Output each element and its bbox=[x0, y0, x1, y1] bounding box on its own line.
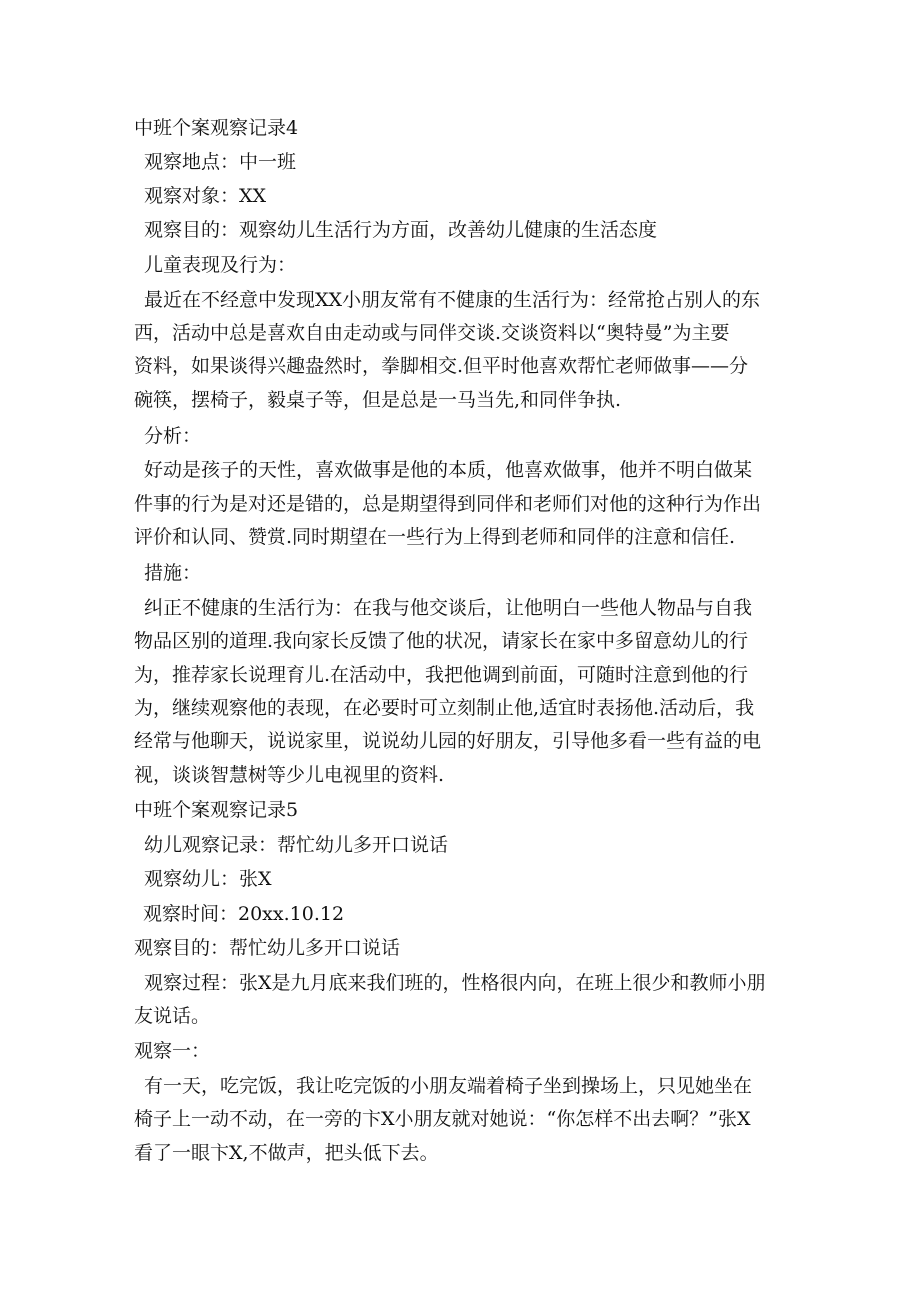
behavior-paragraph-line: 资料，如果谈得兴趣盎然时，拳脚相交.但平时他喜欢帮忙老师做事——分 bbox=[134, 355, 749, 377]
observation-place: 观察地点：中一班 bbox=[144, 151, 297, 173]
process-paragraph-line: 友说话。 bbox=[134, 1005, 211, 1027]
measures-paragraph-line: 为，继续观察他的表现，在必要时可立刻制止他,适宜时表扬他.活动后，我 bbox=[134, 697, 755, 719]
observation-one-line: 看了一眼卞X,不做声，把头低下去。 bbox=[134, 1142, 439, 1164]
behavior-paragraph-line: 最近在不经意中发现XX小朋友常有不健康的生活行为：经常抢占别人的东 bbox=[144, 289, 761, 311]
observation-one-line: 有一天，吃完饭，我让吃完饭的小朋友端着椅子坐到操场上，只见她坐在 bbox=[144, 1075, 753, 1097]
measures-paragraph-line: 为，推荐家长说理育儿.在活动中，我把他调到前面，可随时注意到他的行 bbox=[134, 664, 749, 686]
measures-label: 措施： bbox=[144, 562, 202, 584]
section-heading-5: 中班个案观察记录5 bbox=[134, 799, 299, 821]
observation-purpose-5: 观察目的：帮忙幼儿多开口说话 bbox=[134, 937, 401, 959]
section-heading-4: 中班个案观察记录4 bbox=[134, 117, 299, 139]
analysis-paragraph-line: 好动是孩子的天性，喜欢做事是他的本质，他喜欢做事，他并不明白做某 bbox=[144, 459, 753, 481]
analysis-label: 分析： bbox=[144, 425, 202, 447]
process-paragraph-line: 观察过程：张X是九月底来我们班的，性格很内向，在班上很少和教师小朋 bbox=[144, 972, 766, 994]
behavior-paragraph-line: 碗筷，摆椅子，毅桌子等，但是总是一马当先,和同伴争执. bbox=[134, 389, 622, 411]
observation-time: 观察时间：20xx.10.12 bbox=[143, 903, 345, 925]
measures-paragraph-line: 经常与他聊天，说说家里，说说幼儿园的好朋友，引导他多看一些有益的电 bbox=[134, 730, 762, 752]
analysis-paragraph-line: 评价和认同、赞赏.同时期望在一些行为上得到老师和同伴的注意和信任. bbox=[134, 526, 736, 548]
observation-one-label: 观察一： bbox=[134, 1040, 211, 1062]
measures-paragraph-line: 视，谈谈智慧树等少儿电视里的资料. bbox=[134, 764, 445, 786]
observation-subject: 观察对象：XX bbox=[144, 185, 267, 207]
measures-paragraph-line: 纠正不健康的生活行为：在我与他交谈后，让他明白一些他人物品与自我 bbox=[144, 597, 753, 619]
observation-child: 观察幼儿：张X bbox=[144, 868, 272, 890]
analysis-paragraph-line: 件事的行为是对还是错的，总是期望得到同伴和老师们对他的这种行为作出 bbox=[134, 493, 762, 515]
observation-one-line: 椅子上一动不动，在一旁的卞X小朋友就对她说：“你怎样不出去啊？”张X bbox=[134, 1108, 751, 1130]
behavior-label: 儿童表现及行为： bbox=[144, 254, 297, 276]
observation-purpose: 观察目的：观察幼儿生活行为方面，改善幼儿健康的生活态度 bbox=[144, 219, 658, 241]
observation-record: 幼儿观察记录：帮忙幼儿多开口说话 bbox=[144, 834, 449, 856]
behavior-paragraph-line: 西，活动中总是喜欢自由走动或与同伴交谈.交谈资料以“奥特曼”为主要 bbox=[134, 322, 730, 344]
measures-paragraph-line: 物品区别的道理.我向家长反馈了他的状况，请家长在家中多留意幼儿的行 bbox=[134, 630, 749, 652]
